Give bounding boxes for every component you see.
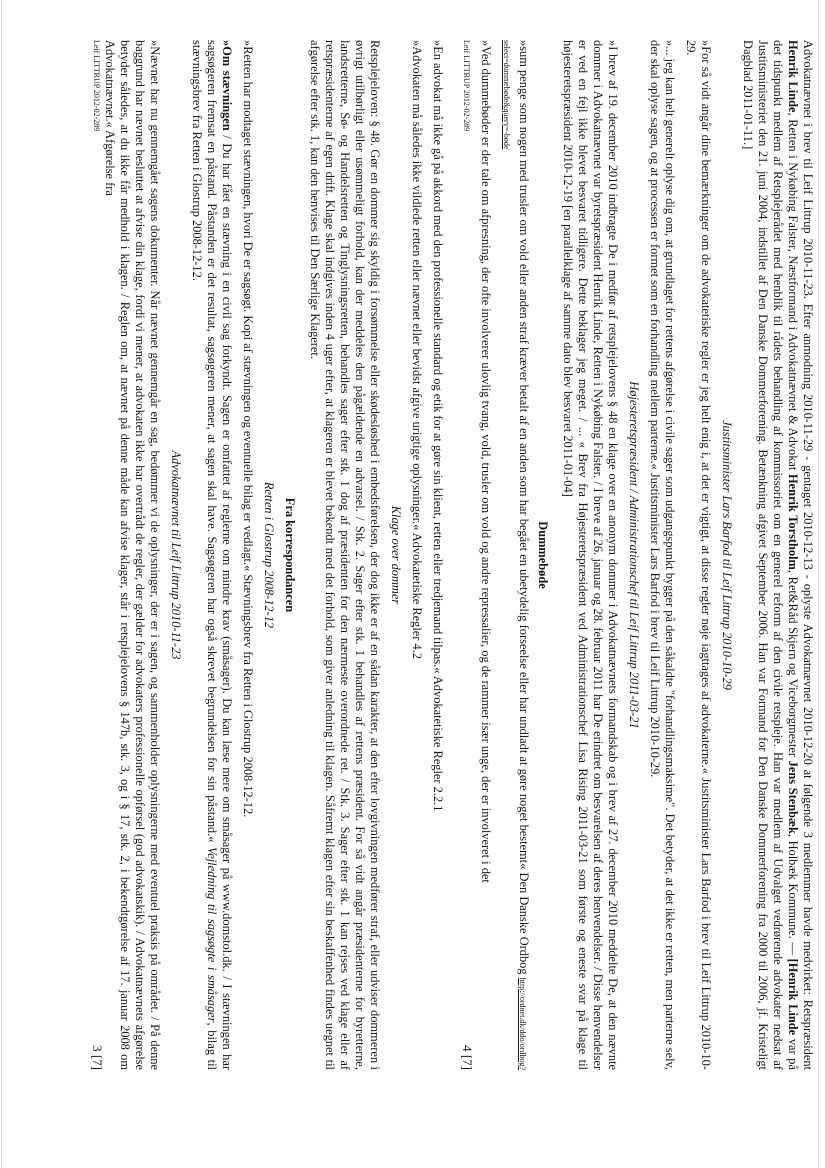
page-3: [85, 40, 445, 1070]
letter-paragraph: »... jeg kan helt generelt oplyse dig om, at grundlaget for rettens afgørelse i civile sager som udgangspunkt bygger på den såkaldte "forhandlingsmaksime". Det betyder, at det ikke er retten, men parterne selv, der skal oplyse sagen, og at processen er formet som en forhandling mellem parterne.« Justitsminister Lars Barfod i brev til Leif Littrup 2010-10-29.: [648, 40, 677, 1070]
text-run: , bilag til stævningsbrev fra Retten i Glostrup 2008-12-12.: [190, 40, 219, 1070]
page-number: 4 [7]: [460, 1045, 475, 1070]
letter-paragraph: »For så vidt angår dine bemærkninger om de advokatetiske regler er jeg helt enig i, at det er vigtigt, at disse regler nøje iagttages af advokaterne.« Justitsminister Lars Barfod i brev til Leif Littrup 2010-10-29.: [684, 40, 713, 1070]
law-paragraph: Retsplejeloven: § 48. Gør en dommer sig skyldig i forsømmelse eller skødesløshed i embedsførelsen, der dog ikke er af en sådan karakter, at den efter lovgivningen medfører straf, eller udviser dommeren i øvrigt utilbørligt eller usømmeligt forhold, kan der meddeles den pågældende en advarsel. / Stk. 2. Sager efter stk. 1 behandles af rettens præsident. For så vidt angår præsidenterne for byretterne, landsretterne, Sø- og Handelsretten og Tinglysningsretten, behandles sager efter stk. 1 dog af præsidenten for den nærmeste overordnede ret. / Stk. 3. Sager efter stk. 1 kan rejses ved klage eller af retspræsidenterne af egen drift. Klage skal indgives inden 4 uger efter, at klageren er blevet bekendt med det forhold, som giver anledning til klagen. Såfremt klagen efter sin beskaffenhed findes uegnet til afgørelse efter stk. 1, kan den henvises til Den Særlige Klageret.: [308, 40, 382, 1070]
page-4: [455, 40, 815, 1070]
page-4-column: [479, 40, 815, 1070]
text-run: , Ret&Råd Skjern og Viceborgmester: [786, 569, 800, 761]
letter-paragraph: »Retten har modtaget stævningen, hvori De er sagsøgt. Kopi af stævningen og eventuelle bilag er vedlagt.« Stævningsbrev fra Retten i Glostrup 2008-12-12.: [241, 40, 255, 818]
bold-lead: »Om stævningen: [220, 40, 234, 131]
footer-meta: Leif LITTRUP 2012-02-289: [92, 40, 101, 132]
letter-paragraph: »I brev af 19. december 2010 indbragte De i medfør af retsplejelovens § 48 en klage over en anonym dommer i Advokatnævnets formandskab og i brev af 27. december 2010 meddelte De, at den nævnte dommer i Advokatnævnet var byretspræsident Henrik Linde, Retten i Nykøbing Falster. / I breve af 26. januar og 28. februar 2011 har De erindret om besvarelsen af deres henvendelser. / Disse henvendelser er ved en fejl ikke blevet besvaret tidligere. Dette beklager jeg meget. / ... « Brev fra Højesteretspræsident ved Administrationschef Lisa Rising 2011-03-21 som første og eneste svar på klage til højesteretspræsident 2010-12-19 [en parallelklage af samme dato blev besvaret 2011-01-04]: [561, 40, 620, 1070]
text-run: , Holbæk Kommune. —: [786, 833, 800, 959]
definition-paragraph: [499, 40, 531, 1070]
subheading-retten: Retten i Glostrup 2008-12-12: [262, 481, 276, 629]
bold-name: Henrik Torstholm: [786, 473, 800, 570]
text-run: Advokatnævnet i brev til Leif Littrup 2010-11-23. Efter anmodning 2010-11-29 - gentaget 2010-12-13 - oplyste Advokatnævnet 2010-12-20 at følgende 3 medlemmer havde medvirket: Retspræsident: [801, 40, 815, 1070]
letter-paragraph: »Nævnet har nu gennemgået sagens dokumenter. Når nævnet gennemgår en sag, bedømmer vi de oplysninger, der er i sagen, og sammenholder oplysningerne med eventuel praksis på området. / På denne baggrund har nævnet besluttet at afvise din klage, fordi vi mener, at advokaten ikke har overtrådt de regler, der gælder for advokaters professionelle opførsel (god advokatskik). / Advokatnævnets afgørelse betyder således, at du ikke får medhold i klagen. / Reglen om, at nævnet på denne måde kan afvise klager, står i retsplejelovens § 147b, stk. 3, og i § 17, stk. 2, i bekendtgørelse af 17. januar 2008 om Advokatnævnet.« Afgørelse fra: [103, 40, 162, 1070]
section-heading-korrespondance: Fra korrespondancen: [283, 497, 297, 613]
italic-title: Vejledning til sagsøgte i småsager: [205, 847, 219, 1023]
page-3-footer: [87, 40, 105, 1070]
text-run: / Du har fået en stævning i en civil sag forkyndt. Sagen er omfattet af reglerne om mindre krav (småsager). Du kan læse mere om småsager på www.domstol.dk. / I stævningen har sagsøgeren fremsat en påstand. Påstanden er det resultat, sagsøgeren mener, at sagen skal have. Sagsøgeren har også skrevet begrundelsen for sin påstand.«: [205, 40, 234, 1070]
text-run: , Retten i Nykøbing Falster, Næstformand i Advokatnævnet & Advokat: [786, 112, 800, 474]
bold-name: Jens Stenbæk: [786, 760, 800, 834]
text-run: var på det tidspunkt medlem af Retsplejerådet med henblik til rådets behandling af kommissoriet om en generel reform af den civile retspleje. Han var medlem af Udvalget vedrørende advokater nedsat af Justitsministeriet den 21. juni 2004, indstillet af Den Danske Dommerforening. Betænkning afgivet September 2006. Han var Formand for Den Danske Dommerforening fra 2000 til 2006, jf. Kristeligt Dagblad 2011-01-11.]: [741, 40, 800, 1070]
body-paragraph: »Ved dummebøder er der tale om afpresning, der ofte involverer ulovlig tvang, vold, trusler om vold og andre repressalier, og de rammer især unge, der er involveret i det: [479, 40, 493, 883]
section-heading-klage: Klage over dommer: [389, 505, 403, 605]
quote-paragraph: »Advokaten må således ikke vildlede retten eller nævnet eller bevidst afgive urigtige oplysninger.« Advokatetiske Regler 4.2: [410, 40, 424, 660]
subheading-advokatnaevnet: Advokatnævnet til Leif Littrup 2010-11-23: [169, 450, 183, 660]
ordbog-link[interactable]: http://ordnet.dk/ddo/ordbog?select=dummebøde&query=-bøde: [502, 40, 527, 1070]
page-number: 3 [7]: [90, 1045, 105, 1070]
footer-meta: Leif LITTRUP 2012-02-289: [462, 40, 471, 132]
subheading-justitsminister: Justitsminister Lars Barfod til Leif Littrup 2010-10-29: [720, 420, 734, 690]
bold-name: [Henrik Linde: [786, 958, 800, 1036]
subheading-hoejesteret: Højesteretspræsident / Administrationschef til Leif Littrup 2011-03-21: [627, 381, 641, 729]
bold-name: Henrik Linde: [786, 40, 800, 113]
page-3-column: [103, 40, 445, 1070]
text-run: »sum penge som nogen med trusler om vold eller anden straf kræver betalt af en anden som har begået en ubetydelig forseelse eller har undladt at gøre noget bestemt« Den Danske Ordbog: [517, 40, 531, 978]
quote-paragraph: »En advokat må ikke gå på akkord med den professionelle standard og etik for at gøre sin klient, retten eller tredjemand tilpas.« Advokatetiske Regler 2.2.1: [431, 40, 445, 812]
body-paragraph: [740, 40, 815, 1070]
letter-paragraph: [189, 40, 234, 1070]
page-4-footer: [457, 40, 475, 1070]
section-heading-dummeboede: Dummebøde: [536, 521, 550, 589]
